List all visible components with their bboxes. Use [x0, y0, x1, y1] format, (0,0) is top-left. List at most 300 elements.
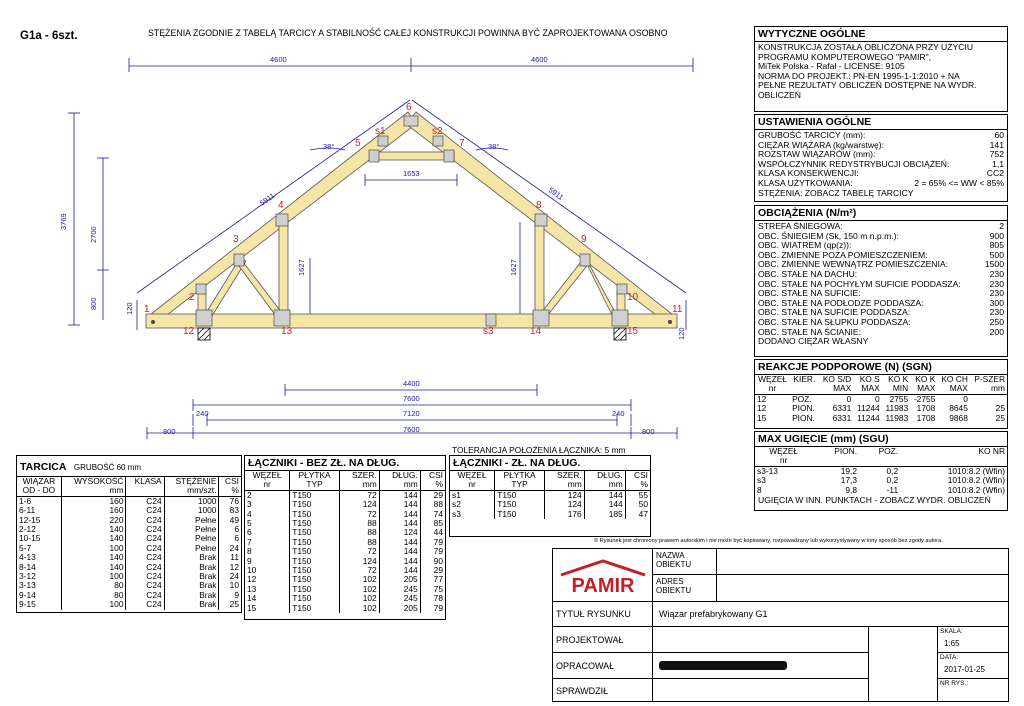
table-cell: Brak: [164, 572, 219, 581]
table-cell: Pełne: [164, 544, 219, 553]
table-cell: 2755: [889, 393, 909, 404]
object-name-field: [717, 549, 1008, 575]
table-header-cell: WĘZEŁ: [769, 446, 799, 456]
dim-heel-right: 120: [677, 327, 686, 340]
node-4: 4: [278, 200, 284, 211]
table-cell: 0: [846, 393, 852, 404]
table-cell: 12: [757, 403, 767, 414]
table-header-cell: [859, 456, 900, 466]
settings-value: 2 = 65% <= WW < 85%: [914, 177, 1004, 188]
table-cell: 124: [544, 500, 584, 509]
table-cell: 1708: [916, 412, 936, 423]
table-cell: 160: [61, 496, 126, 506]
tolerance-note: TOLERANCJA POŁOŻENIA ŁĄCZNIKA: 5 mm: [452, 445, 626, 455]
settings-value: 752: [989, 149, 1004, 160]
table-header-cell: TYP: [290, 480, 340, 490]
node-2: 2: [189, 292, 195, 303]
table-cell: 24: [219, 572, 241, 581]
table-cell: 6-11: [19, 505, 36, 516]
table-cell: 144: [379, 510, 420, 519]
table-cell: PION.: [792, 412, 815, 423]
loads-key: OBC. WIATREM (qp(z)):: [758, 240, 852, 251]
table-cell: 9,8: [845, 484, 858, 495]
table-cell: 0,2: [886, 475, 899, 486]
table-cell: 245: [379, 585, 420, 594]
dim-half-right: 4600: [531, 55, 548, 64]
table-cell: 5-7: [19, 542, 32, 553]
table-cell: 6: [219, 534, 241, 543]
table-cell: C24: [126, 496, 164, 506]
reactions-panel: [754, 359, 1008, 429]
connectors-spliced-panel: [449, 455, 651, 537]
table-header-cell: SZER.: [339, 471, 379, 480]
table-header-cell: SZER.: [544, 471, 584, 480]
table-cell: C24: [126, 544, 164, 553]
dim-800-left: 800: [163, 427, 176, 436]
sheet-cell: [938, 679, 1008, 701]
table-header-cell: PŁYTKA: [290, 471, 340, 480]
table-header-cell: KIER.: [793, 374, 816, 384]
table-cell: C24: [126, 525, 164, 534]
table-cell: 1-6: [19, 495, 32, 506]
settings-key: GRUBOŚĆ TARCICY (mm):: [758, 130, 866, 140]
table-cell: 160: [61, 506, 126, 515]
table-row: [755, 414, 1007, 423]
table-cell: 100: [61, 572, 126, 581]
connectors-plain-table: [245, 471, 445, 613]
table-header-cell: STĘŻENIE: [164, 477, 219, 486]
table-cell: 14: [247, 593, 257, 604]
timber-panel: [16, 455, 242, 613]
table-cell: 74: [420, 510, 445, 519]
table-cell: 80: [61, 591, 126, 600]
node-6: 6: [406, 102, 412, 113]
table-cell: 4-13: [19, 552, 36, 563]
table-cell: Brak: [164, 600, 219, 609]
table-cell: 6: [247, 527, 252, 538]
table-cell: C24: [126, 506, 164, 515]
table-cell: 220: [61, 516, 126, 525]
dim-240-left: 240: [196, 409, 209, 418]
table-cell: 72: [339, 566, 379, 575]
table-cell: 245: [379, 594, 420, 603]
table-cell: 75: [420, 585, 445, 594]
table-cell: T150: [495, 490, 545, 500]
table-header-cell: KO CH: [941, 374, 968, 384]
table-cell: C24: [126, 534, 164, 543]
table-cell: s3: [757, 475, 766, 486]
dim-7600-a: 7600: [403, 394, 420, 403]
dim-7120: 7120: [403, 409, 420, 418]
general-line: PEŁNE REZULTATY OBLICZEŃ DOSTĘPNE NA WYDR.: [758, 80, 977, 91]
timber-title: TARCICA: [20, 461, 67, 473]
table-header-cell: DŁUG.: [584, 471, 625, 480]
loads-key: DODANO CIĘŻAR WŁASNY: [758, 336, 869, 347]
object-name-label: NAZWA OBIEKTU: [653, 549, 717, 575]
table-cell: 11983: [885, 412, 909, 423]
table-cell: 1000: [164, 496, 219, 506]
table-header-row: [755, 384, 1007, 394]
node-7: 7: [459, 138, 465, 149]
table-cell: 4: [247, 508, 252, 519]
table-cell: 9-15: [19, 599, 36, 610]
table-cell: 124: [379, 528, 420, 537]
table-cell: 15: [247, 602, 257, 613]
settings-key: STĘŻENIA: ZOBACZ TABELĘ TARCICY: [758, 187, 914, 198]
table-cell: 12: [247, 574, 257, 585]
table-cell: 79: [420, 547, 445, 556]
table-cell: 144: [379, 547, 420, 556]
table-cell: 205: [379, 604, 420, 613]
table-cell: T150: [290, 557, 340, 566]
table-cell: 12: [219, 563, 241, 572]
dim-top-chord-right: 5911: [546, 185, 566, 202]
table-cell: 88: [420, 500, 445, 509]
table-header-cell: [790, 384, 819, 394]
node-12: 12: [183, 326, 195, 337]
table-cell: C24: [126, 581, 164, 590]
table-header-cell: OD - DO: [22, 485, 56, 496]
loads-value: 500: [989, 249, 1004, 260]
table-header-cell: DŁUG.: [379, 471, 420, 480]
loads-value: 2: [999, 221, 1004, 231]
table-header-cell: CSI: [625, 471, 650, 480]
table-cell: 11244: [857, 412, 880, 423]
table-header-cell: WĘZEŁ: [252, 470, 282, 480]
general-line: MiTek Polska - Rafał - LICENSE: 9105: [758, 61, 905, 72]
loads-key: OBC. STAŁE NA SUFICIE:: [758, 288, 861, 299]
table-cell: 2-12: [19, 524, 36, 535]
node-11: 11: [672, 304, 683, 315]
node-5: 5: [355, 138, 361, 149]
table-cell: C24: [126, 572, 164, 581]
table-cell: 12-15: [19, 514, 41, 525]
table-cell: 144: [379, 566, 420, 575]
table-cell: 8645: [949, 403, 968, 414]
table-cell: 9: [247, 555, 252, 566]
scale-label: SKALA:: [940, 628, 963, 635]
table-cell: 76: [219, 496, 241, 506]
table-cell: 72: [339, 490, 379, 500]
table-header-row: [17, 486, 241, 496]
deflection-panel: [754, 431, 1008, 511]
table-row: [450, 510, 650, 519]
table-header-cell: KLASA: [126, 477, 164, 486]
table-header-cell: mm: [991, 383, 1005, 394]
table-cell: 47: [625, 510, 650, 519]
table-cell: 10: [219, 581, 241, 590]
table-cell: 205: [379, 575, 420, 584]
table-header-cell: KO K: [888, 374, 909, 384]
loads-key: OBC. STAŁE NA POCHYŁYM SUFICIE PODDASZA:: [758, 278, 961, 289]
loads-value: 1500: [984, 259, 1004, 270]
dim-half-left: 4600: [270, 55, 287, 64]
table-cell: 13: [247, 583, 257, 594]
table-cell: 5: [247, 518, 252, 529]
table-cell: T150: [290, 510, 340, 519]
table-cell: Pełne: [164, 516, 219, 525]
table-header-cell: mm/szt.: [164, 486, 219, 496]
reactions-table: [755, 375, 1007, 423]
table-cell: 8: [757, 484, 762, 495]
table-header-cell: P-SZER: [974, 374, 1005, 384]
table-cell: T150: [290, 500, 340, 509]
settings-key: ROZSTAW WIĄZARÓW (mm):: [758, 149, 876, 160]
table-cell: 88: [339, 519, 379, 528]
table-header-cell: nr: [768, 383, 777, 394]
truss-drawing: [0, 0, 745, 445]
table-row: [245, 604, 445, 613]
table-cell: 100: [61, 544, 126, 553]
deflection-table: [755, 447, 1007, 495]
dim-heel-left: 120: [125, 302, 134, 315]
table-cell: T150: [495, 500, 545, 509]
table-cell: 6: [219, 525, 241, 534]
settings-panel: [754, 114, 1008, 202]
table-header-cell: MAX: [949, 383, 968, 394]
table-cell: 140: [61, 553, 126, 562]
table-cell: 102: [339, 575, 379, 584]
table-cell: 140: [61, 534, 126, 543]
table-cell: 50: [625, 500, 650, 509]
scale-cell: [938, 627, 1008, 653]
table-header-cell: mm: [544, 480, 584, 490]
table-header-cell: %: [219, 486, 241, 496]
table-header-cell: KO K: [915, 374, 936, 384]
table-cell: 80: [61, 581, 126, 590]
node-1: 1: [144, 304, 150, 315]
table-cell: 9868: [949, 412, 968, 423]
table-cell: Brak: [164, 563, 219, 572]
table-cell: s3: [452, 508, 461, 519]
timber-members: [146, 112, 677, 328]
table-header-cell: mm: [339, 480, 379, 490]
table-header-cell: WIĄZAR: [22, 476, 56, 486]
dim-800-right: 800: [642, 427, 655, 436]
node-9: 9: [581, 234, 587, 245]
node-15: 15: [627, 326, 639, 337]
checked-by-label: SPRAWDZIŁ: [553, 679, 653, 701]
settings-value: 1,1: [992, 158, 1004, 169]
dim-angle-right: 38°: [488, 142, 500, 151]
table-cell: Pełne: [164, 534, 219, 543]
table-cell: 11244: [857, 403, 880, 414]
table-cell: 3-13: [19, 580, 36, 591]
table-cell: 9: [219, 591, 241, 600]
table-cell: T150: [290, 547, 340, 556]
table-cell: 9-14: [19, 589, 36, 600]
settings-value: 141: [989, 139, 1004, 150]
settings-key: WSPÓŁCZYNNIK REDYSTRYBUCJI OBCIĄŻEŃ:: [758, 158, 950, 169]
table-cell: T150: [290, 538, 340, 547]
table-header-cell: CSI: [219, 477, 241, 486]
svg-text:PAMIR: PAMIR: [571, 575, 635, 597]
table-cell: 144: [379, 557, 420, 566]
table-cell: 88: [339, 528, 379, 537]
loads-value: 230: [989, 268, 1004, 279]
table-cell: 144: [379, 500, 420, 509]
table-cell: 25: [995, 403, 1005, 414]
table-cell: 24: [219, 544, 241, 553]
table-header-cell: KO S/D: [822, 374, 852, 384]
table-cell: 7: [247, 536, 252, 547]
table-cell: PION.: [792, 403, 815, 414]
table-cell: 17,3: [840, 475, 858, 486]
general-line: PROGRAMU KOMPUTEROWEGO "PAMIR",: [758, 51, 932, 62]
table-header-row: [755, 447, 1007, 456]
table-header-cell: MAX: [917, 383, 936, 394]
table-cell: 0: [963, 393, 968, 404]
table-cell: 144: [379, 519, 420, 528]
table-cell: 140: [61, 563, 126, 572]
table-cell: s2: [452, 499, 461, 510]
table-cell: 1010:8.2 (Wfin): [947, 484, 1005, 495]
loads-key: STREFA ŚNIEGOWA:: [758, 221, 843, 231]
table-header-cell: MAX: [861, 383, 880, 394]
table-header-cell: WĘZEŁ: [457, 470, 487, 480]
table-cell: T150: [290, 604, 340, 613]
dim-angle-left: 38°: [323, 142, 335, 151]
settings-value: 60: [994, 130, 1004, 140]
table-cell: C24: [126, 600, 164, 609]
table-cell: T150: [495, 510, 545, 519]
table-cell: 1010:8.2 (Wfin): [947, 465, 1005, 476]
loads-value: 200: [989, 326, 1004, 337]
table-header-cell: PŁYTKA: [495, 471, 545, 480]
table-cell: 1010:8.2 (Wfin): [947, 475, 1005, 486]
settings-value: CC2: [986, 168, 1004, 179]
table-header-row: [755, 456, 1007, 466]
table-header-cell: WYSOKOŚĆ: [61, 477, 126, 486]
loads-key: OBC. STAŁE NA PODŁODZE PODDASZA:: [758, 297, 924, 308]
connectors-plain-title: ŁĄCZNIKI - BEZ ZŁ. NA DŁUG.: [245, 456, 445, 471]
table-cell: 12: [757, 393, 767, 404]
table-cell: -2755: [913, 393, 936, 404]
table-row: [17, 600, 241, 609]
drawn-by-label: OPRACOWAŁ: [553, 653, 653, 679]
pamir-logo: [553, 549, 653, 602]
table-cell: 79: [420, 538, 445, 547]
table-cell: 100: [61, 600, 126, 609]
table-cell: 29: [420, 566, 445, 575]
table-cell: 0: [875, 393, 880, 404]
table-cell: s1: [452, 489, 461, 500]
table-cell: -11: [886, 484, 899, 495]
loads-value: 230: [989, 307, 1004, 318]
loads-value: 230: [989, 278, 1004, 289]
table-cell: 144: [584, 500, 625, 509]
general-title: WYTYCZNE OGÓLNE: [755, 27, 1007, 42]
general-line: NORMA DO PROJEKT.: PN-EN 1995-1-1:2010 + NA: [758, 70, 960, 81]
table-cell: Brak: [164, 553, 219, 562]
redaction-mark: [659, 661, 787, 670]
splice-s2: s2: [432, 126, 443, 137]
table-header-row: [755, 375, 1007, 384]
table-cell: 102: [339, 585, 379, 594]
dim-post-right: 1627: [509, 259, 518, 276]
table-cell: 6331: [832, 403, 852, 414]
date-label: DATA:: [940, 654, 959, 661]
table-cell: 29: [420, 490, 445, 500]
table-cell: 144: [379, 490, 420, 500]
scale-value: 1:65: [944, 639, 960, 648]
dim-post-left: 1627: [297, 259, 306, 276]
table-cell: 6331: [832, 412, 852, 423]
table-cell: 49: [219, 516, 241, 525]
table-header-cell: mm: [61, 486, 126, 496]
table-cell: C24: [126, 516, 164, 525]
loads-value: 805: [989, 240, 1004, 251]
table-cell: s3-13: [757, 465, 778, 476]
general-line: KONSTRUKCJA ZOSTAŁA OBLICZONA PRZY UŻYCIU: [758, 42, 974, 52]
table-cell: 44: [420, 528, 445, 537]
loads-key: OBC. STAŁE NA DACHU:: [758, 268, 858, 279]
connectors-spliced-title: ŁĄCZNIKI - ZŁ. NA DŁUG.: [450, 456, 650, 471]
general-line: OBLICZEŃ: [758, 89, 801, 100]
table-header-cell: PION.: [834, 446, 858, 456]
table-cell: 176: [544, 510, 584, 519]
table-cell: T150: [290, 594, 340, 603]
table-cell: 10-15: [19, 533, 41, 544]
loads-key: OBC. STAŁE NA ŚCIANIE:: [758, 326, 861, 337]
date-value: 2017-01-25: [944, 665, 985, 674]
table-header-row: [450, 480, 650, 490]
table-cell: POZ.: [792, 393, 812, 404]
settings-title: USTAWIENIA OGÓLNE: [755, 115, 1007, 130]
date-cell: [938, 653, 1008, 679]
table-header-cell: KO S: [859, 374, 880, 384]
table-cell: 19,2: [840, 465, 858, 476]
connectors-plain-panel: [244, 455, 446, 620]
table-header-cell: nr: [779, 455, 788, 466]
table-header-cell: MAX: [833, 383, 852, 394]
drawn-by-field: [653, 653, 869, 679]
dim-top-chord-left: 5911: [257, 191, 277, 208]
table-cell: 88: [339, 538, 379, 547]
dim-height-2700: 2700: [89, 226, 98, 243]
deflection-note: UGIĘCIA W INN. PUNKTACH - ZOBACZ WYDR. OBLICZEŃ: [758, 495, 991, 506]
reactions-title: REAKCJE PODPOROWE (N) (SGN): [755, 360, 1007, 375]
splice-s3: s3: [483, 326, 494, 337]
table-header-cell: [126, 486, 164, 496]
table-row: [755, 486, 1007, 495]
table-cell: 10: [247, 565, 257, 576]
table-header-cell: CSI: [420, 471, 445, 480]
loads-row: [758, 337, 1004, 347]
loads-key: OBC. ZMIENNE POZA POMIESZCZENIEM:: [758, 249, 928, 260]
table-cell: T150: [290, 575, 340, 584]
truss-title: G1a - 6szt.: [20, 30, 78, 42]
general-lines: [755, 42, 1007, 102]
table-cell: 90: [420, 557, 445, 566]
table-cell: 11983: [885, 403, 909, 414]
title-block: [552, 548, 1009, 702]
designed-by-field: [653, 627, 869, 653]
loads-value: 900: [989, 230, 1004, 241]
table-cell: Brak: [164, 581, 219, 590]
dim-collar: 1653: [403, 169, 420, 178]
dim-height-800: 800: [89, 297, 98, 310]
table-header-cell: POZ.: [878, 446, 899, 456]
splice-s1: s1: [375, 126, 386, 137]
table-cell: 78: [420, 594, 445, 603]
loads-key: OBC. STAŁE NA SŁUPKU PODDASZA:: [758, 316, 911, 327]
table-cell: T150: [290, 490, 340, 500]
node-8: 8: [536, 200, 542, 211]
settings-key: KLASA UŻYTKOWANIA:: [758, 177, 853, 188]
bracing-note: STĘŻENIA ZGODNIE Z TABELĄ TARCICY A STABILNOŚĆ CAŁEJ KONSTRUKCJI POWINNA BYĆ ZAPROJEKTOWANA OSOBNO: [148, 28, 668, 38]
loads-panel: [754, 205, 1008, 357]
